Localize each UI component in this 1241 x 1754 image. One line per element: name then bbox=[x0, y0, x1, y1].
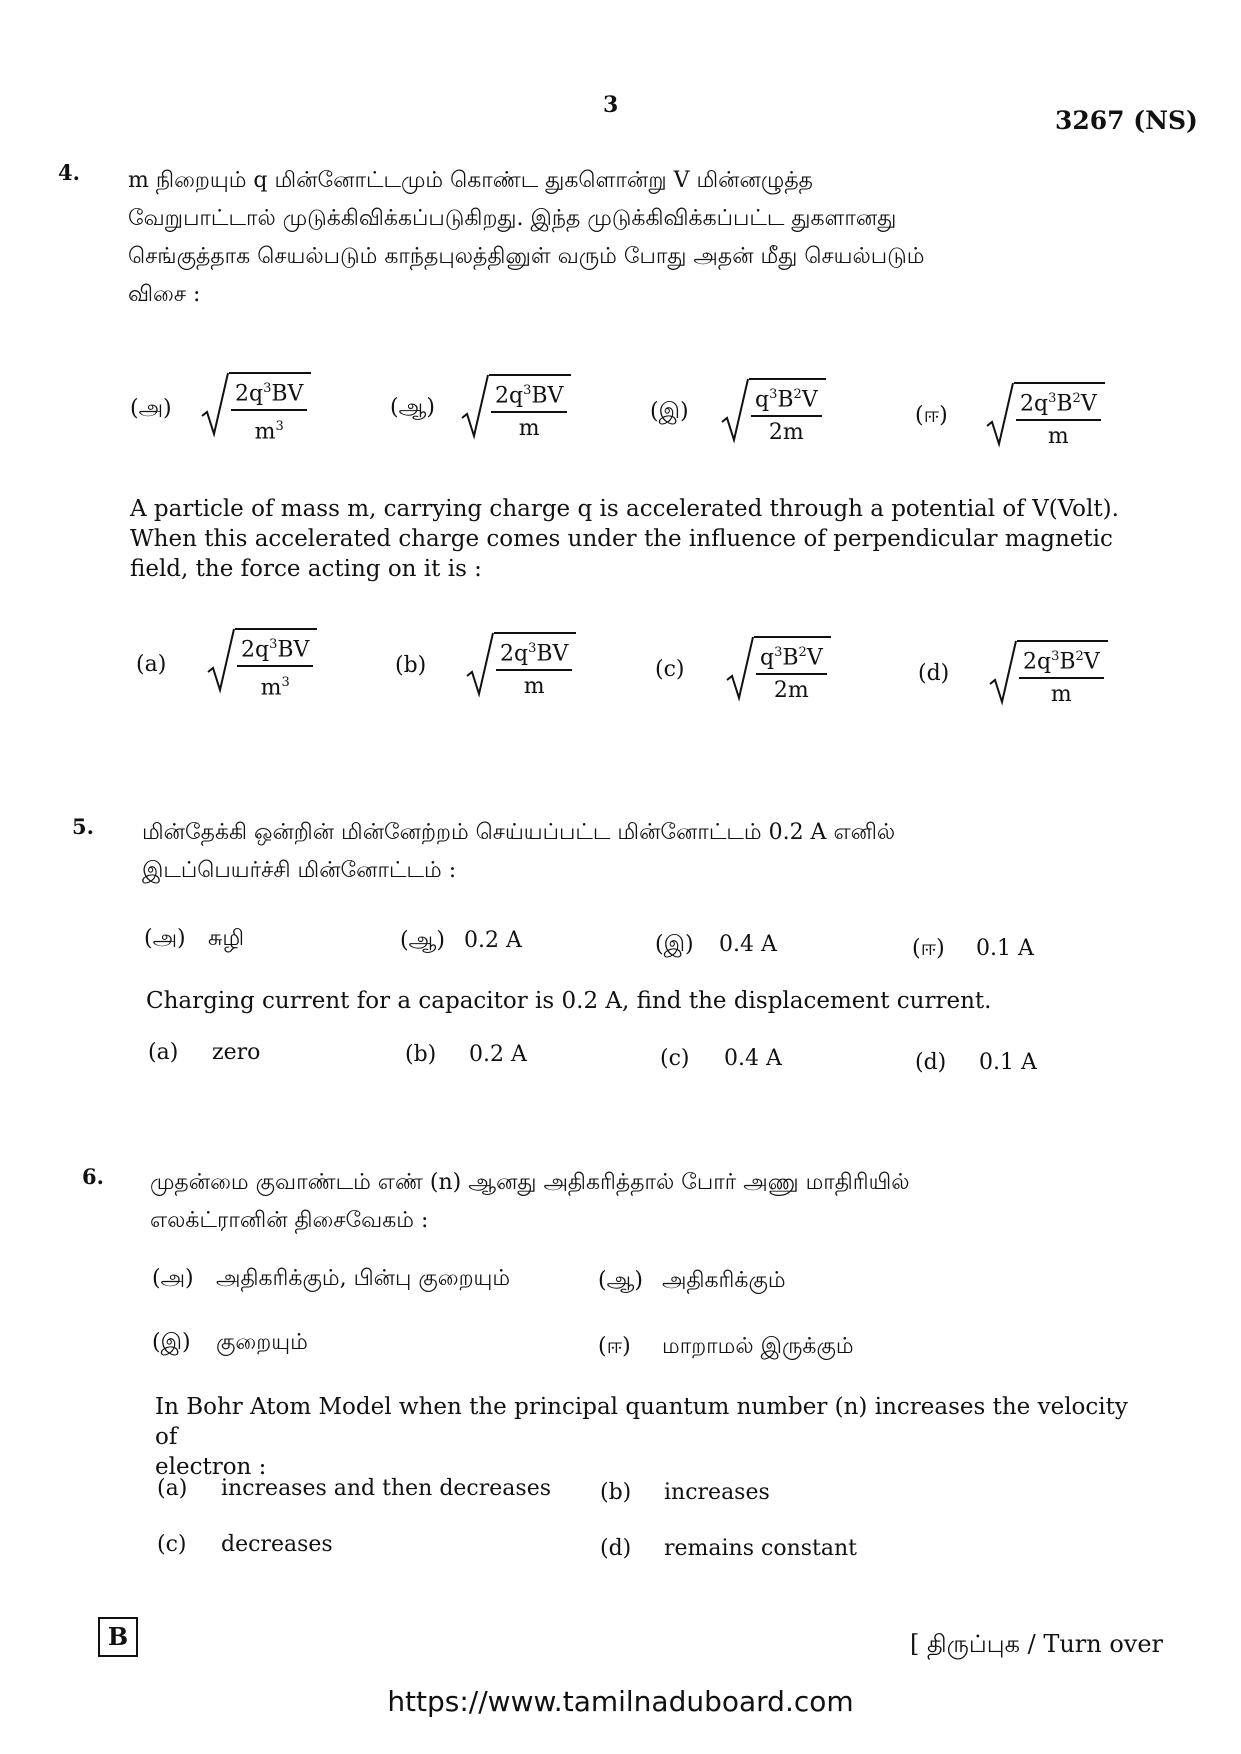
option-text: zero bbox=[212, 1040, 261, 1065]
q6-english-option-b bbox=[600, 1480, 770, 1505]
q4-tamil-option-a bbox=[130, 372, 311, 446]
option-label: (அ) bbox=[130, 395, 172, 421]
q4-english-option-d bbox=[918, 640, 1108, 708]
q5-tamil-option-d bbox=[912, 936, 1034, 964]
option-text: 0.4 A bbox=[724, 1046, 782, 1071]
q4-tamil-option-b bbox=[390, 374, 571, 442]
formula-c: $\frac{q^3B^2V}{2m}$ bbox=[726, 636, 831, 704]
option-label: (இ) bbox=[655, 932, 694, 957]
text-line: electron : bbox=[155, 1454, 267, 1480]
question-6-tamil bbox=[150, 1164, 1125, 1240]
text-line: In Bohr Atom Model when the principal quantum number (n) increases the velocity of bbox=[155, 1394, 1128, 1450]
q4-tamil-option-d bbox=[915, 382, 1105, 450]
radical-icon bbox=[989, 640, 1017, 706]
radical-icon bbox=[726, 636, 754, 702]
text-line: A particle of mass m, carrying charge q is accelerated through a potential of V(Volt). bbox=[130, 496, 1119, 522]
q4-english-option-a bbox=[136, 628, 317, 702]
option-label: (a) bbox=[136, 651, 167, 677]
question-6-english bbox=[155, 1392, 1130, 1482]
option-label: (b) bbox=[405, 1042, 437, 1067]
option-label: (a) bbox=[157, 1476, 188, 1501]
q5-english-option-c bbox=[660, 1046, 782, 1071]
option-label: (d) bbox=[600, 1536, 632, 1561]
q5-english-option-b bbox=[405, 1042, 527, 1067]
q6-tamil-option-b bbox=[598, 1268, 786, 1296]
formula-d: $\frac{2q^3B^2V}{m}$ bbox=[989, 640, 1108, 708]
question-5-number: 5. bbox=[72, 814, 94, 839]
formula-b: $\frac{2q^3BV}{m}$ bbox=[461, 374, 571, 442]
option-text: increases and then decreases bbox=[221, 1476, 551, 1501]
text-line: field, the force acting on it is : bbox=[130, 556, 482, 582]
option-text: 0.1 A bbox=[979, 1050, 1037, 1075]
option-label: (c) bbox=[157, 1532, 187, 1557]
option-text: சுழி bbox=[208, 926, 245, 951]
text-line: விசை : bbox=[128, 282, 201, 307]
text-line: Charging current for a capacitor is 0.2 A, find the displacement current. bbox=[146, 988, 992, 1014]
radical-icon bbox=[986, 382, 1014, 448]
text-line: முதன்மை குவாண்டம் எண் (n) ஆனது அதிகரித்தால் போர் அணு மாதிரியில் bbox=[150, 1170, 910, 1195]
turn-over-label: [ திருப்புக / Turn over bbox=[910, 1630, 1164, 1658]
radical-icon bbox=[466, 632, 494, 698]
option-text: அதிகரிக்கும், பின்பு குறையும் bbox=[216, 1266, 511, 1291]
question-4-english bbox=[130, 494, 1120, 584]
text-line: செங்குத்தாக செயல்படும் காந்தபுலத்தினுள் வரும் போது அதன் மீது செயல்படும் bbox=[128, 244, 925, 269]
q6-english-option-d bbox=[600, 1536, 857, 1561]
option-label: (ஆ) bbox=[598, 1268, 643, 1293]
booklet-code-box: B bbox=[98, 1617, 138, 1657]
option-label: (b) bbox=[395, 653, 427, 679]
formula-a: $\frac{2q^3BV}{m^3}$ bbox=[207, 628, 317, 702]
q4-tamil-option-c bbox=[650, 378, 826, 446]
option-text: 0.4 A bbox=[719, 932, 777, 957]
option-label: (b) bbox=[600, 1480, 632, 1505]
option-label: (அ) bbox=[152, 1266, 194, 1291]
option-text: decreases bbox=[221, 1532, 333, 1557]
option-label: (ஆ) bbox=[390, 395, 435, 421]
option-label: (ஈ) bbox=[598, 1334, 631, 1359]
question-4-number: 4. bbox=[58, 160, 80, 185]
q4-english-option-c bbox=[655, 636, 831, 704]
question-4-tamil bbox=[128, 162, 1118, 314]
option-label: (c) bbox=[660, 1046, 690, 1071]
q6-english-option-a bbox=[157, 1476, 551, 1501]
option-label: (c) bbox=[655, 657, 685, 683]
paper-code: 3267 (NS) bbox=[1055, 106, 1198, 135]
text-line: வேறுபாட்டால் முடுக்கிவிக்கப்படுகிறது. இந்த முடுக்கிவிக்கப்பட்ட துகளானது bbox=[128, 206, 897, 231]
q4-english-option-b bbox=[395, 632, 576, 700]
q5-tamil-option-c bbox=[655, 932, 777, 960]
text-line: m நிறையும் q மின்னோட்டமும் கொண்ட துகளொன்று V மின்னழுத்த bbox=[128, 168, 813, 193]
option-label: (d) bbox=[915, 1050, 947, 1075]
question-5-tamil bbox=[142, 814, 1122, 890]
option-text: குறையும் bbox=[216, 1330, 308, 1355]
text-line: எலக்ட்ரானின் திசைவேகம் : bbox=[150, 1208, 429, 1233]
radical-icon bbox=[461, 374, 489, 440]
formula-d: $\frac{2q^3B^2V}{m}$ bbox=[986, 382, 1105, 450]
radical-icon bbox=[201, 372, 229, 438]
option-label: (d) bbox=[918, 661, 950, 687]
option-text: remains constant bbox=[664, 1536, 857, 1561]
page-number: 3 bbox=[603, 92, 619, 118]
formula-a: $\frac{2q^3BV}{m^3}$ bbox=[201, 372, 311, 446]
website-url[interactable]: https://www.tamilnaduboard.com bbox=[387, 1685, 854, 1718]
q5-tamil-option-a bbox=[144, 926, 244, 954]
q6-tamil-option-d bbox=[598, 1334, 854, 1362]
option-text: 0.2 A bbox=[469, 1042, 527, 1067]
option-label: (ஈ) bbox=[915, 403, 948, 429]
q6-english-option-c bbox=[157, 1532, 333, 1557]
option-text: மாறாமல் இருக்கும் bbox=[662, 1334, 854, 1359]
radical-icon bbox=[207, 628, 235, 694]
formula-c: $\frac{q^3B^2V}{2m}$ bbox=[721, 378, 826, 446]
option-label: (ஆ) bbox=[400, 928, 445, 953]
option-text: increases bbox=[664, 1480, 770, 1505]
formula-b: $\frac{2q^3BV}{m}$ bbox=[466, 632, 576, 700]
q5-english-option-a bbox=[148, 1040, 260, 1065]
q5-english-option-d bbox=[915, 1050, 1037, 1075]
text-line: When this accelerated charge comes under the influence of perpendicular magnetic bbox=[130, 526, 1113, 552]
option-label: (a) bbox=[148, 1040, 179, 1065]
radical-icon bbox=[721, 378, 749, 444]
text-line: இடப்பெயர்ச்சி மின்னோட்டம் : bbox=[142, 858, 457, 883]
option-text: 0.2 A bbox=[464, 928, 522, 953]
option-label: (இ) bbox=[152, 1330, 191, 1355]
option-label: (அ) bbox=[144, 926, 186, 951]
option-text: 0.1 A bbox=[976, 936, 1034, 961]
question-6-number: 6. bbox=[82, 1164, 104, 1189]
text-line: மின்தேக்கி ஒன்றின் மின்னேற்றம் செய்யப்பட்ட மின்னோட்டம் 0.2 A எனில் bbox=[142, 820, 896, 845]
option-label: (ஈ) bbox=[912, 936, 945, 961]
option-text: அதிகரிக்கும் bbox=[662, 1268, 786, 1293]
q6-tamil-option-a bbox=[152, 1266, 510, 1294]
q6-tamil-option-c bbox=[152, 1330, 308, 1358]
option-label: (இ) bbox=[650, 399, 689, 425]
question-5-english bbox=[146, 986, 1126, 1016]
q5-tamil-option-b bbox=[400, 928, 522, 956]
